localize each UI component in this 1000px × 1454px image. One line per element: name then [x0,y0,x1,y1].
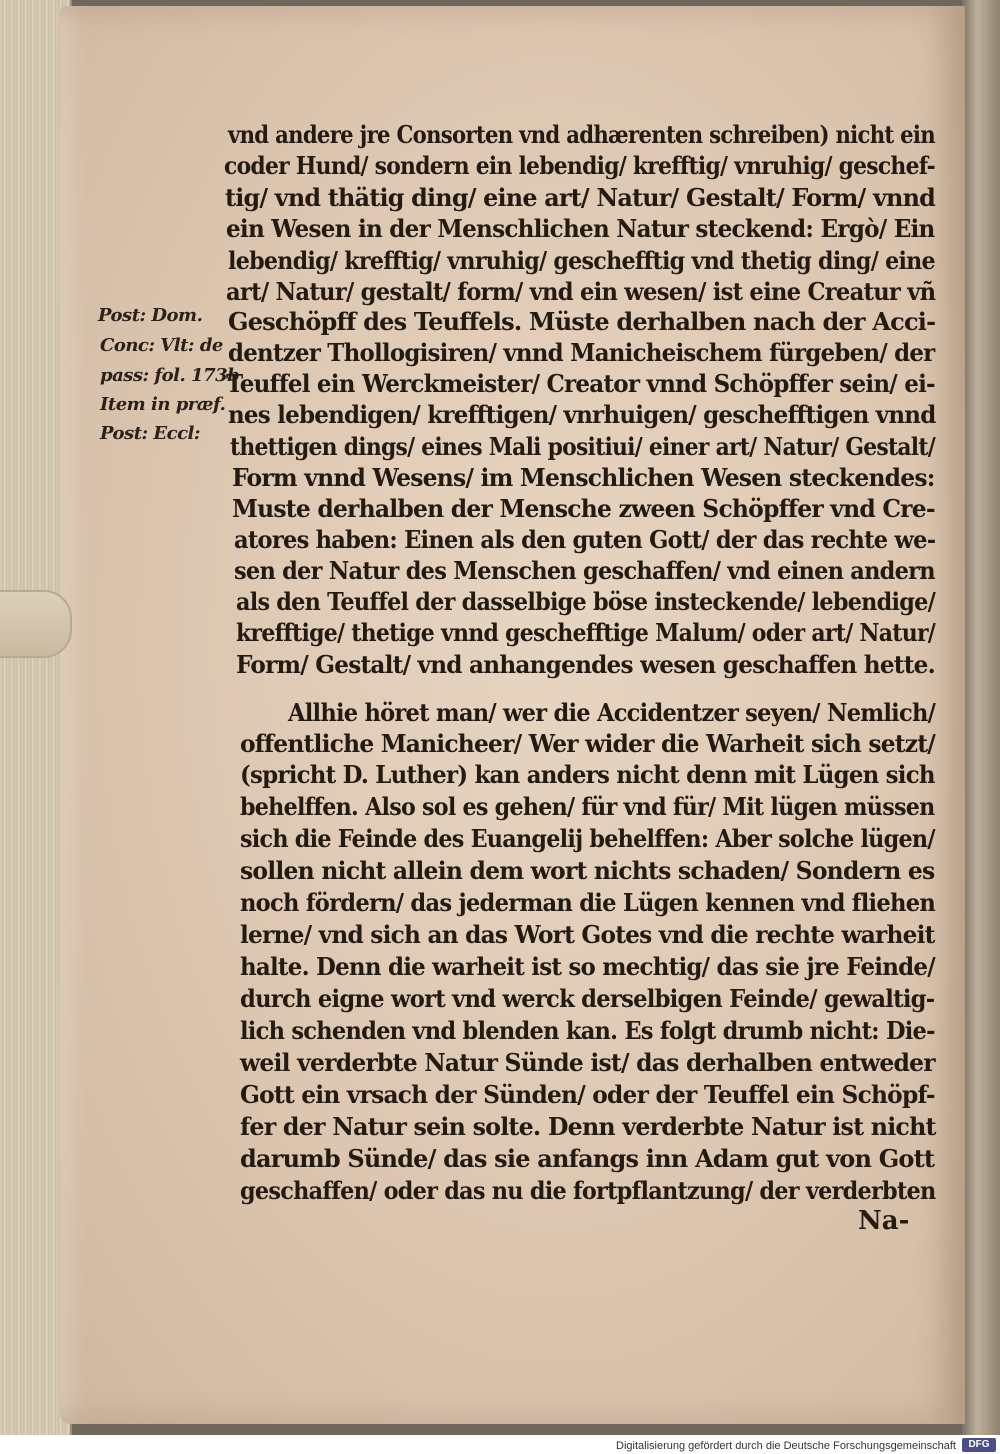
text-line: geschaffen/ oder das nu die fortpflantzung/ der verderbten [240,1176,936,1205]
text-line: thettigen dings/ eines Mali positiui/ einer art/ Natur/ Gestalt/ [230,432,935,461]
text-line: sich die Feinde des Euangelij behelffen: Aber solche lügen/ [240,824,935,853]
text-line: tig/ vnd thätig ding/ eine art/ Natur/ Gestalt/ Form/ vnnd [225,183,936,212]
text-line: Form/ Gestalt/ vnd anhangendes wesen geschaffen hette. [236,650,935,679]
text-line: vnd andere jre Consorten vnd adhærenten schreiben) nicht ein [228,120,935,149]
footer-bar [0,1435,1000,1454]
text-line: offentliche Manicheer/ Wer wider die Warheit sich setzt/ [240,729,935,758]
text-line: Geschöpff des Teuffels. Müste derhalben nach der Acci- [228,307,936,336]
text-line: Gott ein vrsach der Sünden/ oder der Teuffel ein Schöpf- [240,1080,935,1109]
text-line: atores haben: Einen als den guten Gott/ der das rechte we- [234,525,936,554]
text-line: weil verderbte Natur Sünde ist/ das derhalben entweder [240,1048,935,1077]
text-line: sen der Natur des Menschen geschaffen/ vnd einen andern [234,556,935,585]
text-line: dentzer Thollogisiren/ vnnd Manicheischem fürgeben/ der [228,338,935,367]
text-line: krefftige/ thetige vnnd geschefftige Malum/ oder art/ Natur/ [236,618,936,647]
text-line: lich schenden vnd blenden kan. Es folgt drumb nicht: Die- [240,1016,935,1045]
text-line: durch eigne wort vnd werck derselbigen Feinde/ gewaltig- [240,984,935,1013]
text-line: als den Teuffel der dasselbige böse insteckende/ lebendige/ [236,587,935,616]
text-line: sollen nicht allein dem wort nichts schaden/ Sondern es [240,856,935,885]
text-line: fer der Natur sein solte. Denn verderbte Natur ist nicht [240,1112,936,1141]
book-right-edge [962,0,1000,1435]
text-line: coder Hund/ sondern ein lebendig/ krefftig/ vnruhig/ geschef- [224,151,935,180]
text-line: art/ Natur/ gestalt/ form/ vnd ein wesen/ ist eine Creatur vñ [226,277,936,306]
margin-note: Post: Dom. [98,305,203,326]
footer-credit: Digitalisierung gefördert durch die Deutsche Forschungsgemeinschaft [616,1440,956,1452]
margin-note: Conc: Vlt: de [100,335,223,356]
text-line: noch fördern/ das jederman die Lügen kennen vnd fliehen [240,888,936,917]
margin-note: Post: Eccl: [100,423,201,444]
text-line: lebendig/ krefftig/ vnruhig/ geschefftig vnd thetig ding/ eine [228,246,935,275]
text-line: halte. Denn die warheit ist so mechtig/ das sie jre Feinde/ [240,952,935,981]
text-line: behelffen. Also sol es gehen/ für vnd für/ Mit lügen müssen [240,792,935,821]
text-line: darumb Sünde/ das sie anfangs inn Adam gut von Gott [240,1144,935,1173]
margin-note: Item in præf. [100,394,226,415]
text-line: Allhie höret man/ wer die Accidentzer seyen/ Nemlich/ [288,698,936,727]
text-line: nes lebendigen/ krefftigen/ vnrhuigen/ geschefftigen vnnd [228,400,936,429]
text-line: lerne/ vnd sich an das Wort Gotes vnd die rechte warheit [240,920,935,949]
clasp [0,590,72,658]
dfg-logo: DFG [962,1438,996,1452]
margin-note: pass: fol. 173b [100,365,240,386]
text-line: ein Wesen in der Menschlichen Natur steckend: Ergò/ Ein [226,214,935,243]
text-line: (spricht D. Luther) kan anders nicht denn mit Lügen sich [240,760,935,789]
text-line: Form vnnd Wesens/ im Menschlichen Wesen steckendes: [232,463,935,492]
text-line: Teuffel ein Werckmeister/ Creator vnnd Schöpffer sein/ ei- [226,369,935,398]
catchword: Na- [858,1206,910,1236]
text-line: Muste derhalben der Mensche zween Schöpffer vnd Cre- [232,494,935,523]
